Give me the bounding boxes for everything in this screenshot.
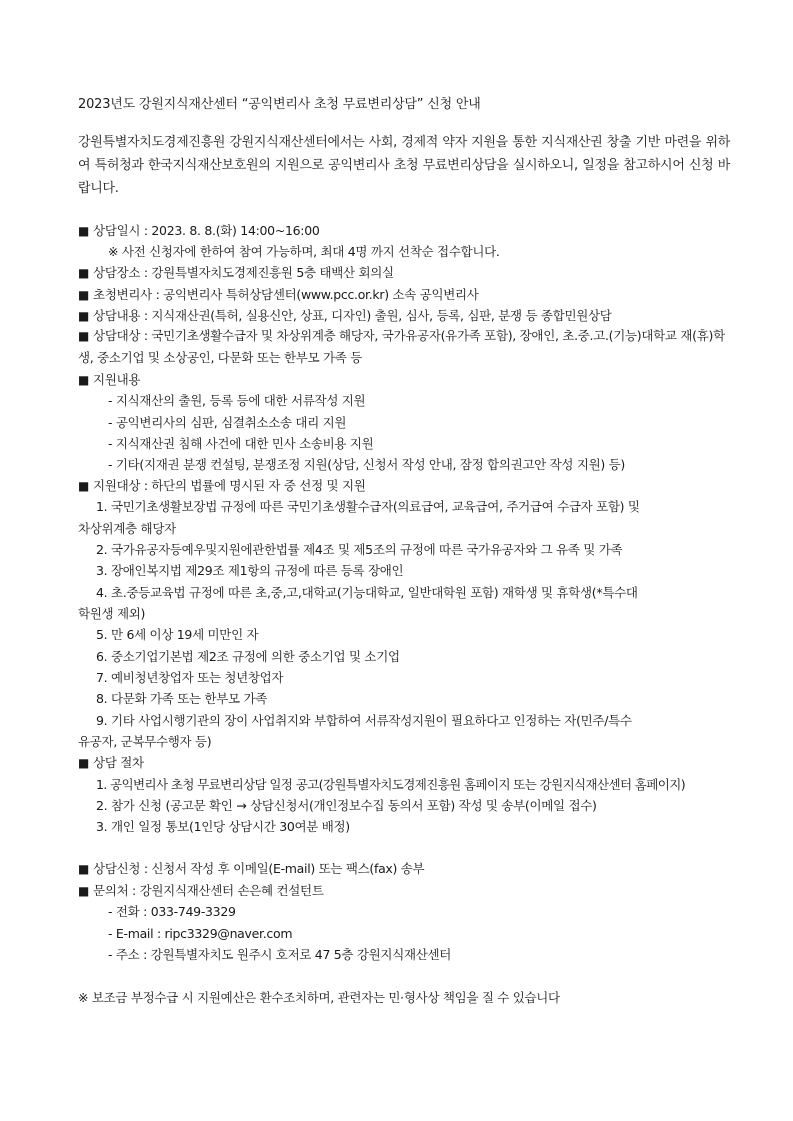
square-bullet-icon: ■ <box>78 224 90 238</box>
eligibility-item: 학원생 제외) <box>78 606 146 621</box>
square-bullet-icon: ■ <box>78 479 90 493</box>
contact-address: - 주소 : 강원특별자치도 원주시 호저로 47 5층 강원지식재산센터 <box>108 947 452 962</box>
target-row <box>78 325 734 369</box>
eligibility-item: 3. 장애인복지법 제29조 제1항의 규정에 따른 등록 장애인 <box>96 563 404 578</box>
eligibility-heading: 지원대상 : 하단의 법률에 명시된 자 중 선정 및 지원 <box>93 478 366 493</box>
eligibility-item: 1. 국민기초생활보장법 규정에 따른 국민기초생활수급자(의료급여, 교육급여, 주거급여 수급자 포함) 및 <box>96 499 640 514</box>
attorney-text: 초청변리사 : 공익변리사 특허상담센터(www.pcc.or.kr) 소속 공익변리사 <box>93 287 479 302</box>
square-bullet-icon: ■ <box>78 288 90 302</box>
schedule-text: 상담일시 : 2023. 8. 8.(화) 14:00~16:00 <box>93 223 320 238</box>
square-bullet-icon: ■ <box>78 756 90 770</box>
square-bullet-icon: ■ <box>78 309 90 323</box>
square-bullet-icon: ■ <box>78 266 90 280</box>
place-text: 상담장소 : 강원특별자치도경제진흥원 5층 태백산 회의실 <box>93 265 394 280</box>
eligibility-item: 9. 기타 사업시행기관의 장이 사업취지와 부합하여 서류작성지원이 필요하다고 인정하는 자(민주/특수 <box>96 713 632 728</box>
eligibility-item: 차상위계층 해당자 <box>78 521 176 536</box>
square-bullet-icon: ■ <box>78 862 90 876</box>
inquiry-text: 문의처 : 강원지식재산센터 손은혜 컨설턴트 <box>93 883 324 898</box>
procedure-item: 3. 개인 일정 통보(1인당 상담시간 30여분 배정) <box>96 819 350 834</box>
support-item: - 기타(지재권 분쟁 컨설팅, 분쟁조정 지원(상담, 신청서 작성 안내, 잠정 합의권고안 작성 지원) 등) <box>108 457 625 472</box>
square-bullet-icon: ■ <box>78 373 90 387</box>
inquiry-row <box>78 881 324 901</box>
procedure-item: 1. 공익변리사 초청 무료변리상담 일정 공고(강원특별자치도경제진흥원 홈페이지 또는 강원지식재산센터 홈페이지) <box>96 777 685 792</box>
square-bullet-icon: ■ <box>78 329 90 343</box>
target-text: 상담대상 : 국민기초생활수급자 및 차상위계층 해당자, 국가유공자(유가족 포함), 장애인, 초.중.고.(기능)대학교 재(휴)학생, 중소기업 및 소상공인, 다문화 또는 한부모 가족 등 <box>78 328 725 365</box>
eligibility-item: 4. 초.중등교육법 규정에 따른 초,중,고,대학교(기능대학교, 일반대학원 포함) 재학생 및 휴학생(*특수대 <box>96 585 638 600</box>
eligibility-item: 2. 국가유공자등예우및지원에관한법률 제4조 및 제5조의 규정에 따른 국가유공자와 그 유족 및 가족 <box>96 542 623 557</box>
procedure-item: 2. 참가 신청 (공고문 확인 → 상담신청서(개인정보수집 동의서 포함) 작성 및 송부(이메일 접수) <box>96 798 597 813</box>
content-row <box>78 306 612 326</box>
application-text: 상담신청 : 신청서 작성 후 이메일(E-mail) 또는 팩스(fax) 송부 <box>93 861 425 876</box>
application-row <box>78 859 424 879</box>
contact-email: - E-mail : ripc3329@naver.com <box>108 926 293 941</box>
place-row <box>78 263 394 283</box>
attorney-row <box>78 285 479 305</box>
support-item: - 지식재산권 침해 사건에 대한 민사 소송비용 지원 <box>108 436 374 451</box>
eligibility-heading-row <box>78 476 366 496</box>
support-heading: 지원내용 <box>93 372 141 387</box>
footer-note: ※ 보조금 부정수급 시 지원예산은 환수조치하며, 관련자는 민·형사상 책임을 질 수 있습니다 <box>78 990 560 1005</box>
support-heading-row <box>78 370 140 390</box>
eligibility-item: 5. 만 6세 이상 19세 미만인 자 <box>96 627 259 642</box>
support-item: - 공익변리사의 심판, 심결취소소송 대리 지원 <box>108 415 347 430</box>
eligibility-item: 유공자, 군복무수행자 등) <box>78 734 212 749</box>
document-title: 2023년도 강원지식재산센터 “공익변리사 초청 무료변리상담” 신청 안내 <box>78 97 481 112</box>
procedure-heading-row <box>78 753 144 773</box>
procedure-heading: 상담 절차 <box>93 755 144 770</box>
eligibility-item: 7. 예비청년창업자 또는 청년창업자 <box>96 670 284 685</box>
schedule-note: ※ 사전 신청자에 한하여 참여 가능하며, 최대 4명 까지 선착순 접수합니다. <box>108 244 500 259</box>
support-item: - 지식재산의 출원, 등록 등에 대한 서류작성 지원 <box>108 393 366 408</box>
eligibility-item: 8. 다문화 가족 또는 한부모 가족 <box>96 691 267 706</box>
content-text: 상담내용 : 지식재산권(특허, 실용신안, 상표, 디자인) 출원, 심사, 등록, 심판, 분쟁 등 종합민원상담 <box>93 308 612 323</box>
eligibility-item: 6. 중소기업기본법 제2조 규정에 의한 중소기업 및 소기업 <box>96 649 400 664</box>
contact-phone: - 전화 : 033-749-3329 <box>108 904 236 919</box>
square-bullet-icon: ■ <box>78 884 90 898</box>
intro-paragraph: 강원특별자치도경제진흥원 강원지식재산센터에서는 사회, 경제적 약자 지원을 통한 지식재산권 창출 기반 마련을 위하여 특허청과 한국지식재산보호원의 지원으로 공익변리사 초청 무료변리상담을 실시하오니, 일정을 참고하시어 신청 바랍니다. <box>78 135 730 196</box>
schedule-row <box>78 221 320 241</box>
